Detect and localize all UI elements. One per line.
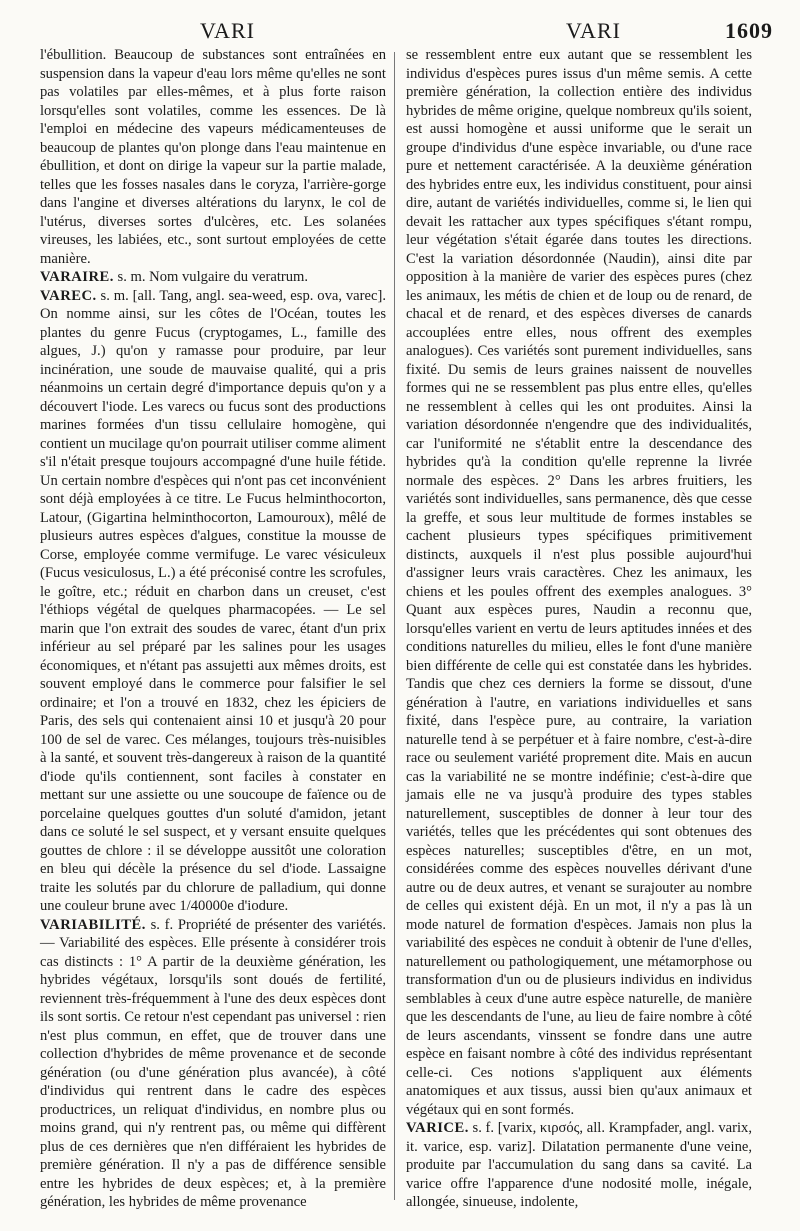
entry-variabilite-text: s. f. Propriété de présenter des variétés. — Variabilité des espèces. Elle présente à considérer trois cas distincts : 1° A partir de la deuxième génération, les hybrides végétaux, lorsqu'ils sont doués de fertilité, reviennent très-fréquemment à l'une des deux espèces dont ils sont sortis. Ce retour n'est cependant pas universel : rien n'est plus commun, en effet, que de trouver dans une collection d'hybrides de même provenance et de seconde génération (ou d'une génération plus avancée), à côté d'individus qui rentrent dans le cadre des espèces productrices, un reliquat d'individus, en nombre plus ou moins grand, qui n'y rentrent pas, ou même qui diffèrent plus de ces dernières que n'en différaient les hybrides de première génération. Il n'y a pas de différence sensible entre les hybrides de deux espèces; et, à la première génération, les hybrides de même provenance [40, 916, 386, 1210]
left-column [40, 46, 386, 1212]
headword-varec: VAREC. [40, 287, 97, 304]
running-header [0, 18, 800, 48]
entry-varec [40, 287, 386, 916]
headword-variabilite: VARIABILITÉ. [40, 916, 146, 933]
entry-variabilite [40, 916, 386, 1212]
entry-varaire-text: s. m. Nom vulgaire du veratrum. [113, 269, 309, 285]
entry-varaire [40, 268, 386, 287]
left-running-head: VARI [200, 18, 255, 43]
headword-varice: VARICE. [406, 1120, 469, 1136]
column-divider [394, 52, 395, 1200]
entry-varec-text: s. m. [all. Tang, angl. sea-weed, esp. ova, varec]. On nomme ainsi, sur les côtes de l'Océan, toutes les plantes du genre Fucus (cryptogames, L., famille des algues, J.) qu'on y ramasse pour produire, par leur incinération, une soude de mauvaise qualité, qui a pris néanmoins un certain degré d'importance depuis qu'on y a découvert l'iode. Les varecs ou fucus sont des productions marines formées d'un tissu cellulaire homogène, qui contient un mucilage qu'on pourrait utiliser comme aliment s'il n'était presque toujours accompagné d'une huile fétide. Un certain nombre d'espèces qui n'ont pas cet inconvénient sont déjà employées à ce titre. Le Fucus helminthocorton, Latour, (Gigartina helminthocorton, Lamouroux), mêlé de plusieurs autres espèces d'algues, constitue la mousse de Corse, employée comme vermifuge. Le varec vésiculeux (Fucus vesiculosus, L.) a été préconisé contre les scrofules, le goître, etc.; réduit en charbon dans un creuset, c'est l'éthiops végétal de quelques pharmacopées. — Le sel marin que l'on extrait des soudes de varec, étant d'un prix inférieur au sel préparé par les salines pour les usages économiques, et n'étant pas assujetti aux mêmes droits, est souvent employé dans le commerce pour falsifier le sel ordinaire; et l'on a trouvé en 1832, chez les épiciers de Paris, des sels qui contenaient ainsi 10 et jusqu'à 20 pour 100 de sel de varec. Ces mélanges, toujours très-nuisibles à la santé, et souvent très-dangereux à raison de la quantité d'iode qu'ils contiennent, sont faciles à constater en mettant sur une assiette ou une soucoupe de faïence ou de porcelaine quelques gouttes d'un soluté d'amidon, jetant dans ce soluté le sel suspect, et y versant ensuite quelques gouttes de chlore : il se développe aussitôt une coloration en bleu qui décèle la présence du sel d'iode. Lassaigne traite les solutés par du chlorure de palladium, qui donne une couleur brune avec 1/40000e d'iodure. [40, 287, 386, 914]
paragraph-variabilite-continued: se ressemblent entre eux autant que se ressemblent les individus d'espèces pures issus d'un même semis. A cette première génération, la collection entière des individus hybrides de même origine, quelque nombreux qu'ils soient, est aussi homogène et aussi uniforme que le serait un groupe d'individus d'une espèce invariable, ou d'une race pure et nettement caractérisée. A la deuxième génération des hybrides entre eux, les individus constituent, pour ainsi dire, autant de variétés individuelles, comme si, le lien qui devait les rattacher aux types spécifiques s'étant rompu, leur végétation s'était égarée dans toutes les directions. C'est la variation désordonnée (Naudin), ainsi dite par opposition à la manière de varier des espèces pures (chez les animaux, les métis de chien et de loup ou de renard, de chacal et de renard, et des espèces diverses de canards accouplées entre elles, nous offrent des exemples analogues). Ces variétés sont purement individuelles, sans fixité. Du semis de leurs graines naissent de nouvelles formes qui ne se ressemblent pas plus entre elles, qu'elles ne ressemblent à celles qui les ont produites. Ainsi la variation désordonnée n'engendre que des individualités, car l'uniformité ne s'établit entre la descendance des hybrides qu'à la condition qu'elle reprenne la livrée normale des espèces. 2° Dans les arbres fruitiers, les variétés sont individuelles, sans permanence, dès que cesse la greffe, et sous leur multitude de formes instables se cachent plusieurs types spécifiques primitivement distincts, auxquels il n'est plus possible aujourd'hui d'assigner leurs vrais caractères. Chez les animaux, les chiens et les poules offrent des exemples analogues. 3° Quant aux espèces pures, Naudin a reconnu que, lorsqu'elles varient en vertu de leurs aptitudes innées et des conditions naturelles du milieu, elles le font d'une manière bien différente de celle qui est constatée dans les hybrides. Tandis que chez ces derniers la forme se dissout, d'une génération à l'autre, en variations individuelles et sans fixité, dans l'espèce pure, au contraire, la variation naturelle tend à se perpétuer et à faire nombre, c'est-à-dire race ou seulement variété proprement dite. Mais en aucun cas la variabilité ne se montre indéfinie; c'est-à-dire que jamais elle ne va jusqu'à produire des types stables naturellement, susceptibles de donner à leur tour des variétés, telles que les précédentes qui sont obtenues des espèces naturelles; susceptibles d'être, en un mot, considérées comme des espèces nouvelles dérivant d'une autre ou de deux autres, et venant se surajouter au nombre de celles qui existent déjà. En un mot, il n'y a pas là un mode naturel de formation d'espèces. Jamais non plus la variabilité des espèces ne conduit à obtenir de l'une d'elles, naturellement ou pathologiquement, une métamorphose ou transformation d'un ou de plusieurs individus en individus semblables à ceux d'une autre espèce naturelle, de manière que les descendants de l'une, au lieu de faire nombre à côté de leurs ascendants, vinssent se fondre dans une autre espèce en faisant nombre à côté des individus représentant celle-ci. Ces notions s'appliquent aux éléments anatomiques et aux tissus, aussi bien qu'aux animaux et végétaux qui en sont formés. [406, 47, 752, 1118]
page-number: 1609 [725, 18, 773, 43]
entry-varice-text: s. f. [varix, κιρσός, all. Krampfader, angl. varix, it. varice, esp. variz]. Dilatation permanente d'une veine, produite par l'accumulation du sang dans sa cavité. La varice offre l'apparence d'une nodosité molle, inégale, allongée, sinueuse, indolente, [406, 1120, 752, 1210]
paragraph-ebullition: l'ébullition. Beaucoup de substances sont entraînées en suspension dans la vapeur d'eau lors même qu'elles ne sont pas volatiles par elles-mêmes, et à plus forte raison lorsqu'elles sont volatiles, comme les essences. De là l'emploi en médecine des vapeurs médicamenteuses de beaucoup de plantes qu'on plonge dans l'eau maintenue en ébullition, et dont on dirige la vapeur sur la partie malade, telles que les fosses nasales dans le coryza, l'arrière-gorge dans l'angine et diverses altérations du larynx, le col de l'utérus, diverses sortes d'ulcères, etc. Les solanées vireuses, les labiées, etc., sont surtout employées de cette manière. [40, 47, 386, 267]
right-column [406, 46, 752, 1212]
entry-varice [406, 1119, 752, 1212]
right-running-head: VARI [566, 18, 621, 43]
headword-varaire: VARAIRE. [40, 269, 114, 285]
